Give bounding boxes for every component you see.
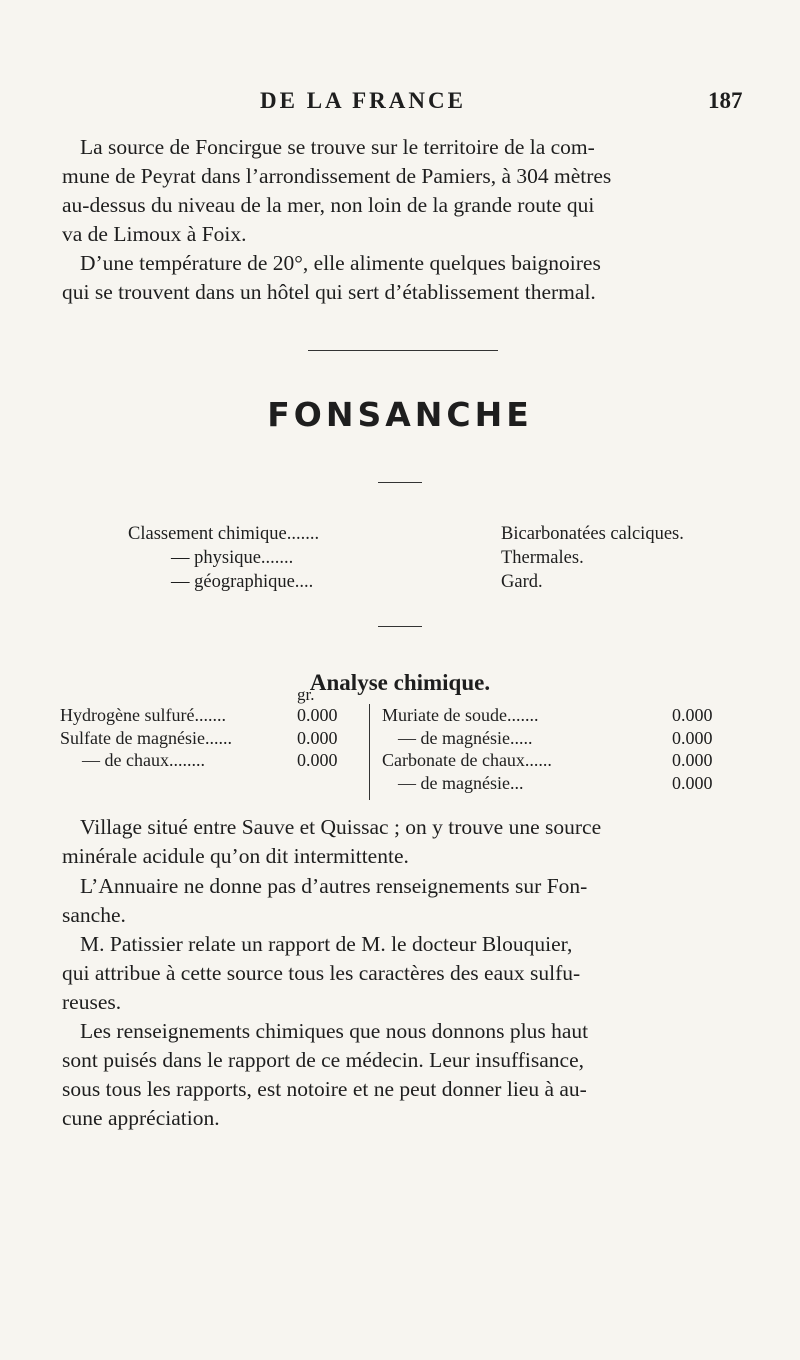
analysis-row <box>382 772 800 795</box>
compound-value: 0.000 <box>297 750 338 770</box>
text-line: reuses. <box>62 990 122 1014</box>
compound-value: 0.000 <box>672 750 713 770</box>
analysis-row <box>382 704 800 727</box>
text-line: minérale acidule qu’on dit intermittente. <box>62 844 409 868</box>
analysis-column-right <box>382 704 800 794</box>
compound-value: 0.000 <box>672 727 713 748</box>
title-underline-rule <box>378 482 422 483</box>
compound-name: Hydrogène sulfuré....... <box>60 705 226 725</box>
analysis-row <box>60 704 360 727</box>
text-line: sanche. <box>62 903 126 927</box>
paragraph-renseignements <box>62 1017 748 1133</box>
text-line: mune de Peyrat dans l’arrondissement de Pamiers, à 304 mètres <box>62 164 612 188</box>
column-separator <box>369 704 370 800</box>
classification-label: — physique....... <box>171 548 294 568</box>
compound-value: 0.000 <box>297 705 338 725</box>
page-number: 187 <box>708 88 743 113</box>
classification-value: Gard. <box>501 572 543 592</box>
paragraph-annuaire <box>62 872 748 930</box>
compound-value: 0.000 <box>297 727 338 748</box>
analysis-column-left <box>60 704 360 772</box>
unit-label: gr. <box>297 685 315 704</box>
text-line: cune appréciation. <box>62 1106 220 1130</box>
compound-name: — de magnésie..... <box>398 727 533 748</box>
text-line: qui se trouvent dans un hôtel qui sert d’établissement thermal. <box>62 280 596 304</box>
paragraph-village <box>62 813 748 871</box>
paragraph-patissier <box>62 930 748 1017</box>
text-line: qui attribue à cette source tous les caractères des eaux sulfu- <box>62 961 581 985</box>
compound-name: — de chaux........ <box>82 750 205 770</box>
compound-value: 0.000 <box>672 772 713 793</box>
compound-name: Sulfate de magnésie...... <box>60 727 232 748</box>
paragraph-foncirgue-temperature <box>62 249 748 307</box>
analysis-row <box>382 727 800 750</box>
classification-value: Thermales. <box>501 548 584 568</box>
compound-name: Muriate de soude....... <box>382 705 539 725</box>
classification-value: Bicarbonatées calciques. <box>501 524 684 544</box>
paragraph-foncirgue-location <box>62 133 748 249</box>
analysis-row <box>60 749 360 772</box>
text-line: au-dessus du niveau de la mer, non loin de la grande route qui <box>62 193 595 217</box>
text-line: M. Patissier relate un rapport de M. le docteur Blouquier, <box>80 932 573 956</box>
text-line: sous tous les rapports, est notoire et ne peut donner lieu à au- <box>62 1077 587 1101</box>
section-title: FONSANCHE <box>267 395 533 434</box>
text-line: Village situé entre Sauve et Quissac ; on y trouve une source <box>80 815 602 839</box>
text-line: D’une température de 20°, elle alimente quelques baignoires <box>80 251 601 275</box>
analysis-row <box>382 749 800 772</box>
page-header <box>0 88 800 118</box>
classification-label: Classement chimique....... <box>128 524 320 544</box>
text-line: Les renseignements chimiques que nous donnons plus haut <box>80 1019 589 1043</box>
compound-value: 0.000 <box>672 705 713 725</box>
text-line: La source de Foncirgue se trouve sur le territoire de la com- <box>80 135 595 159</box>
text-line: va de Limoux à Foix. <box>62 222 247 246</box>
analysis-title: Analyse chimique. <box>309 670 491 695</box>
running-title: DE LA FRANCE <box>260 88 466 113</box>
text-line: sont puisés dans le rapport de ce médecin. Leur insuffisance, <box>62 1048 585 1072</box>
compound-name: — de magnésie... <box>398 772 524 793</box>
analysis-row <box>60 727 360 750</box>
section-divider <box>308 350 498 351</box>
compound-name: Carbonate de chaux...... <box>382 750 552 770</box>
classification-label: — géographique.... <box>171 572 314 592</box>
text-line: L’Annuaire ne donne pas d’autres renseignements sur Fon- <box>80 874 588 898</box>
block-divider-rule <box>378 626 422 627</box>
